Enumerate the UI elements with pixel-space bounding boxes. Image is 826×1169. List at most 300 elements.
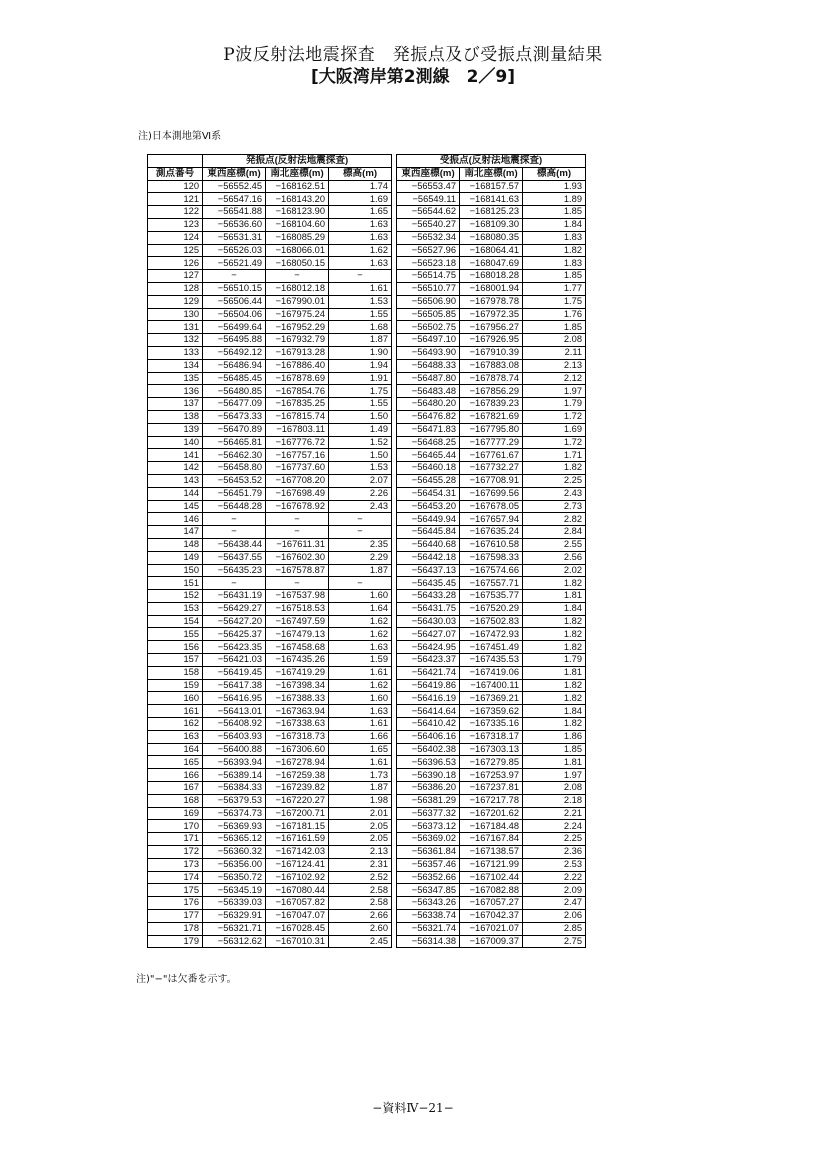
cell-source-ew: −56531.31 xyxy=(203,231,266,244)
table-row xyxy=(148,922,586,935)
cell-station-number: 125 xyxy=(148,244,203,257)
cell-source-ew: −56473.33 xyxy=(203,410,266,423)
cell-source-ew: −56495.88 xyxy=(203,334,266,347)
cell-source-ns: −167835.25 xyxy=(266,398,329,411)
cell-source-ns: −168104.60 xyxy=(266,218,329,231)
cell-source-ns: −167878.69 xyxy=(266,372,329,385)
cell-station-number: 133 xyxy=(148,346,203,359)
cell-source-elevation: 1.63 xyxy=(329,641,392,654)
cell-receiver-ew: −56410.42 xyxy=(397,718,460,731)
cell-receiver-ns: −167057.27 xyxy=(460,897,523,910)
cell-source-ns: −168012.18 xyxy=(266,282,329,295)
table-row xyxy=(148,474,586,487)
cell-source-ew: −56360.32 xyxy=(203,846,266,859)
cell-station-number: 151 xyxy=(148,577,203,590)
cell-source-ew: −56374.73 xyxy=(203,807,266,820)
cell-source-elevation: 1.63 xyxy=(329,231,392,244)
cell-station-number: 167 xyxy=(148,782,203,795)
cell-station-number: 123 xyxy=(148,218,203,231)
cell-receiver-ew: −56377.32 xyxy=(397,807,460,820)
cell-source-ns: −167161.59 xyxy=(266,833,329,846)
cell-receiver-elevation: 1.75 xyxy=(523,295,586,308)
table-row xyxy=(148,794,586,807)
cell-receiver-ew: −56476.82 xyxy=(397,410,460,423)
cell-receiver-elevation: 1.97 xyxy=(523,385,586,398)
cell-source-ew: −56541.88 xyxy=(203,206,266,219)
cell-source-ns: −167708.20 xyxy=(266,474,329,487)
cell-receiver-elevation: 1.85 xyxy=(523,743,586,756)
table-row xyxy=(148,692,586,705)
cell-receiver-ns: −167795.80 xyxy=(460,423,523,436)
cell-source-ew: −56429.27 xyxy=(203,602,266,615)
cell-source-ew: −56427.20 xyxy=(203,615,266,628)
cell-source-ew: −56485.45 xyxy=(203,372,266,385)
cell-source-ns: −167259.38 xyxy=(266,769,329,782)
cell-source-ew: −56419.45 xyxy=(203,666,266,679)
cell-source-elevation: 2.29 xyxy=(329,551,392,564)
cell-receiver-ns: −167451.49 xyxy=(460,641,523,654)
table-row xyxy=(148,295,586,308)
cell-receiver-ew: −56445.84 xyxy=(397,526,460,539)
cell-source-ew: −56345.19 xyxy=(203,884,266,897)
cell-receiver-elevation: 1.82 xyxy=(523,615,586,628)
cell-receiver-ew: −56468.25 xyxy=(397,436,460,449)
cell-source-ew: −56384.33 xyxy=(203,782,266,795)
cell-source-ew: −56379.53 xyxy=(203,794,266,807)
cell-source-ns: −167990.01 xyxy=(266,295,329,308)
cell-receiver-ew: −56431.75 xyxy=(397,602,460,615)
table-row xyxy=(148,308,586,321)
cell-source-ew: −56329.91 xyxy=(203,910,266,923)
cell-source-elevation: 2.26 xyxy=(329,487,392,500)
cell-source-elevation: 2.01 xyxy=(329,807,392,820)
table-row xyxy=(148,615,586,628)
cell-source-ew: −56453.52 xyxy=(203,474,266,487)
cell-station-number: 172 xyxy=(148,846,203,859)
cell-receiver-ns: −167082.88 xyxy=(460,884,523,897)
cell-receiver-ns: −167972.35 xyxy=(460,308,523,321)
table-row xyxy=(148,820,586,833)
survey-results-table xyxy=(147,154,586,948)
cell-receiver-ew: −56553.47 xyxy=(397,180,460,193)
cell-receiver-elevation: 1.72 xyxy=(523,410,586,423)
cell-source-elevation: 2.07 xyxy=(329,474,392,487)
cell-receiver-elevation: 1.71 xyxy=(523,449,586,462)
coordinate-system-note: 注)日本測地第Ⅵ系 xyxy=(138,131,222,142)
cell-receiver-ns: −167883.08 xyxy=(460,359,523,372)
cell-station-number: 127 xyxy=(148,270,203,283)
cell-source-ew: −56413.01 xyxy=(203,705,266,718)
cell-receiver-ew: −56449.94 xyxy=(397,513,460,526)
cell-source-ns: −167239.82 xyxy=(266,782,329,795)
cell-receiver-ns: −167042.37 xyxy=(460,910,523,923)
cell-station-number: 162 xyxy=(148,718,203,731)
cell-receiver-ew: −56544.62 xyxy=(397,206,460,219)
cell-receiver-elevation: 1.82 xyxy=(523,692,586,705)
cell-receiver-elevation: 1.84 xyxy=(523,705,586,718)
cell-receiver-elevation: 2.08 xyxy=(523,334,586,347)
cell-source-ew: −56486.94 xyxy=(203,359,266,372)
cell-station-number: 122 xyxy=(148,206,203,219)
cell-station-number: 178 xyxy=(148,922,203,935)
cell-receiver-elevation: 2.06 xyxy=(523,910,586,923)
group-header-row xyxy=(148,155,586,168)
cell-source-ew: −56416.95 xyxy=(203,692,266,705)
col-source-elevation: 標高(m) xyxy=(329,167,392,180)
cell-receiver-ns: −167926.95 xyxy=(460,334,523,347)
cell-station-number: 176 xyxy=(148,897,203,910)
cell-source-ew: −56506.44 xyxy=(203,295,266,308)
cell-station-number: 155 xyxy=(148,628,203,641)
cell-receiver-elevation: 1.83 xyxy=(523,257,586,270)
cell-station-number: 157 xyxy=(148,654,203,667)
cell-receiver-elevation: 2.55 xyxy=(523,538,586,551)
cell-source-ns: −167611.31 xyxy=(266,538,329,551)
cell-receiver-ns: −167237.81 xyxy=(460,782,523,795)
table-row xyxy=(148,705,586,718)
cell-receiver-ns: −167318.17 xyxy=(460,730,523,743)
cell-source-elevation: 1.87 xyxy=(329,782,392,795)
column-header-row xyxy=(148,167,586,180)
cell-receiver-elevation: 2.75 xyxy=(523,935,586,948)
table-row xyxy=(148,526,586,539)
cell-receiver-elevation: 2.09 xyxy=(523,884,586,897)
cell-source-ns: − xyxy=(266,577,329,590)
cell-source-ns: −167388.33 xyxy=(266,692,329,705)
cell-receiver-ew: −56506.90 xyxy=(397,295,460,308)
cell-source-ew: −56437.55 xyxy=(203,551,266,564)
cell-station-number: 174 xyxy=(148,871,203,884)
table-row xyxy=(148,564,586,577)
cell-receiver-ns: −167009.37 xyxy=(460,935,523,948)
cell-source-ew: −56438.44 xyxy=(203,538,266,551)
missing-number-footnote: 注)"−"は欠番を示す。 xyxy=(136,974,237,985)
cell-receiver-ns: −167201.62 xyxy=(460,807,523,820)
cell-source-ns: −167124.41 xyxy=(266,858,329,871)
cell-receiver-ew: −56430.03 xyxy=(397,615,460,628)
cell-receiver-ns: −167369.21 xyxy=(460,692,523,705)
header-blank xyxy=(148,155,203,168)
cell-receiver-ns: −167102.44 xyxy=(460,871,523,884)
cell-source-ns: −167181.15 xyxy=(266,820,329,833)
cell-receiver-elevation: 1.85 xyxy=(523,206,586,219)
cell-station-number: 143 xyxy=(148,474,203,487)
cell-source-ew: − xyxy=(203,577,266,590)
table-row xyxy=(148,628,586,641)
cell-receiver-ew: −56433.28 xyxy=(397,590,460,603)
cell-receiver-ew: −56488.33 xyxy=(397,359,460,372)
table-row xyxy=(148,257,586,270)
cell-receiver-ew: −56314.38 xyxy=(397,935,460,948)
cell-station-number: 175 xyxy=(148,884,203,897)
col-source-ew: 東西座標(m) xyxy=(203,167,266,180)
cell-receiver-ew: −56549.11 xyxy=(397,193,460,206)
cell-receiver-ew: −56424.95 xyxy=(397,641,460,654)
cell-receiver-ns: −167956.27 xyxy=(460,321,523,334)
cell-receiver-elevation: 2.25 xyxy=(523,833,586,846)
cell-station-number: 128 xyxy=(148,282,203,295)
cell-station-number: 168 xyxy=(148,794,203,807)
table-row xyxy=(148,897,586,910)
cell-receiver-ns: −168109.30 xyxy=(460,218,523,231)
cell-receiver-elevation: 1.82 xyxy=(523,628,586,641)
cell-station-number: 154 xyxy=(148,615,203,628)
cell-receiver-ns: −167732.27 xyxy=(460,462,523,475)
cell-source-ns: −167028.45 xyxy=(266,922,329,935)
cell-receiver-ns: −167138.57 xyxy=(460,846,523,859)
cell-receiver-elevation: 1.85 xyxy=(523,270,586,283)
cell-source-ew: −56477.09 xyxy=(203,398,266,411)
cell-source-ns: −167278.94 xyxy=(266,756,329,769)
table-row xyxy=(148,935,586,948)
cell-source-elevation: 1.65 xyxy=(329,206,392,219)
cell-source-elevation: 1.66 xyxy=(329,730,392,743)
cell-receiver-ew: −56406.16 xyxy=(397,730,460,743)
cell-station-number: 121 xyxy=(148,193,203,206)
cell-receiver-ew: −56487.80 xyxy=(397,372,460,385)
cell-source-ew: −56510.15 xyxy=(203,282,266,295)
cell-source-ns: −167306.60 xyxy=(266,743,329,756)
cell-receiver-ns: −167520.29 xyxy=(460,602,523,615)
cell-receiver-ns: −167708.91 xyxy=(460,474,523,487)
cell-receiver-ew: −56381.29 xyxy=(397,794,460,807)
cell-source-elevation: 1.55 xyxy=(329,398,392,411)
table-row xyxy=(148,449,586,462)
cell-source-elevation: 1.61 xyxy=(329,718,392,731)
cell-station-number: 169 xyxy=(148,807,203,820)
cell-receiver-elevation: 1.82 xyxy=(523,244,586,257)
cell-source-ew: −56462.30 xyxy=(203,449,266,462)
cell-source-elevation: 1.68 xyxy=(329,321,392,334)
col-receiver-elevation: 標高(m) xyxy=(523,167,586,180)
cell-source-ns: −168085.29 xyxy=(266,231,329,244)
cell-station-number: 136 xyxy=(148,385,203,398)
receiver-group-header: 受振点(反射法地震探査) xyxy=(397,155,586,168)
cell-source-ew: −56458.80 xyxy=(203,462,266,475)
cell-receiver-ew: −56373.12 xyxy=(397,820,460,833)
cell-station-number: 120 xyxy=(148,180,203,193)
cell-source-elevation: − xyxy=(329,513,392,526)
source-group-header: 発振点(反射法地震探査) xyxy=(203,155,392,168)
cell-receiver-ns: −167435.53 xyxy=(460,654,523,667)
table-row xyxy=(148,769,586,782)
cell-receiver-elevation: 1.93 xyxy=(523,180,586,193)
cell-receiver-ns: −167678.05 xyxy=(460,500,523,513)
col-source-ns: 南北座標(m) xyxy=(266,167,329,180)
cell-receiver-elevation: 1.85 xyxy=(523,321,586,334)
document-subtitle: [大阪湾岸第2測線 2／9] xyxy=(310,67,516,87)
cell-station-number: 139 xyxy=(148,423,203,436)
cell-station-number: 145 xyxy=(148,500,203,513)
cell-station-number: 161 xyxy=(148,705,203,718)
cell-station-number: 140 xyxy=(148,436,203,449)
cell-source-ew: − xyxy=(203,513,266,526)
cell-source-elevation: 1.61 xyxy=(329,756,392,769)
cell-station-number: 179 xyxy=(148,935,203,948)
cell-receiver-ew: −56414.64 xyxy=(397,705,460,718)
cell-source-ew: −56448.28 xyxy=(203,500,266,513)
cell-source-ew: −56431.19 xyxy=(203,590,266,603)
cell-receiver-ns: −167821.69 xyxy=(460,410,523,423)
table-row xyxy=(148,372,586,385)
cell-receiver-elevation: 1.81 xyxy=(523,590,586,603)
table-row xyxy=(148,641,586,654)
cell-receiver-elevation: 1.79 xyxy=(523,398,586,411)
table-row xyxy=(148,513,586,526)
cell-receiver-ew: −56338.74 xyxy=(397,910,460,923)
cell-receiver-ew: −56427.07 xyxy=(397,628,460,641)
cell-receiver-elevation: 1.81 xyxy=(523,666,586,679)
cell-source-elevation: 1.64 xyxy=(329,602,392,615)
cell-source-ew: −56504.06 xyxy=(203,308,266,321)
table-row xyxy=(148,538,586,551)
cell-station-number: 170 xyxy=(148,820,203,833)
cell-station-number: 164 xyxy=(148,743,203,756)
table-row xyxy=(148,462,586,475)
col-station-number: 測点番号 xyxy=(148,167,203,180)
table-row xyxy=(148,410,586,423)
cell-receiver-elevation: 2.84 xyxy=(523,526,586,539)
cell-station-number: 138 xyxy=(148,410,203,423)
cell-receiver-elevation: 2.02 xyxy=(523,564,586,577)
cell-receiver-ew: −56514.75 xyxy=(397,270,460,283)
cell-source-ns: −167080.44 xyxy=(266,884,329,897)
cell-source-elevation: 1.55 xyxy=(329,308,392,321)
table-row xyxy=(148,884,586,897)
cell-source-ns: −167419.29 xyxy=(266,666,329,679)
cell-receiver-elevation: 2.13 xyxy=(523,359,586,372)
cell-source-ew: −56547.16 xyxy=(203,193,266,206)
cell-source-ns: −168066.01 xyxy=(266,244,329,257)
cell-source-ns: −167102.92 xyxy=(266,871,329,884)
cell-source-elevation: 1.53 xyxy=(329,462,392,475)
cell-source-elevation: 2.58 xyxy=(329,897,392,910)
cell-receiver-ns: −167978.78 xyxy=(460,295,523,308)
cell-receiver-ew: −56454.31 xyxy=(397,487,460,500)
cell-station-number: 166 xyxy=(148,769,203,782)
cell-source-ew: −56312.62 xyxy=(203,935,266,948)
table-row xyxy=(148,846,586,859)
cell-receiver-ew: −56390.18 xyxy=(397,769,460,782)
cell-source-ns: −167913.28 xyxy=(266,346,329,359)
cell-source-ns: − xyxy=(266,513,329,526)
cell-station-number: 142 xyxy=(148,462,203,475)
table-row xyxy=(148,858,586,871)
cell-source-elevation: 1.87 xyxy=(329,334,392,347)
cell-receiver-ns: −167400.11 xyxy=(460,679,523,692)
cell-receiver-ew: −56540.27 xyxy=(397,218,460,231)
cell-source-ew: −56417.38 xyxy=(203,679,266,692)
cell-source-elevation: 2.05 xyxy=(329,833,392,846)
cell-source-elevation: 1.60 xyxy=(329,590,392,603)
cell-station-number: 160 xyxy=(148,692,203,705)
cell-source-elevation: 2.31 xyxy=(329,858,392,871)
cell-source-elevation: − xyxy=(329,270,392,283)
table-row xyxy=(148,500,586,513)
cell-source-ns: −167338.63 xyxy=(266,718,329,731)
cell-station-number: 144 xyxy=(148,487,203,500)
table-row xyxy=(148,590,586,603)
table-row xyxy=(148,577,586,590)
table-row xyxy=(148,487,586,500)
cell-receiver-elevation: 2.82 xyxy=(523,513,586,526)
cell-source-ew: −56403.93 xyxy=(203,730,266,743)
table-row xyxy=(148,270,586,283)
cell-source-ew: −56369.93 xyxy=(203,820,266,833)
cell-receiver-elevation: 2.43 xyxy=(523,487,586,500)
cell-source-elevation: 2.58 xyxy=(329,884,392,897)
cell-station-number: 165 xyxy=(148,756,203,769)
table-row xyxy=(148,244,586,257)
cell-receiver-ew: −56357.46 xyxy=(397,858,460,871)
cell-receiver-elevation: 1.89 xyxy=(523,193,586,206)
table-row xyxy=(148,346,586,359)
table-row xyxy=(148,385,586,398)
cell-receiver-elevation: 1.82 xyxy=(523,718,586,731)
cell-station-number: 137 xyxy=(148,398,203,411)
cell-station-number: 159 xyxy=(148,679,203,692)
cell-receiver-ew: −56396.53 xyxy=(397,756,460,769)
cell-station-number: 150 xyxy=(148,564,203,577)
cell-source-ns: −167537.98 xyxy=(266,590,329,603)
cell-source-ns: −167479.13 xyxy=(266,628,329,641)
cell-station-number: 135 xyxy=(148,372,203,385)
cell-source-ew: −56480.85 xyxy=(203,385,266,398)
table-row xyxy=(148,871,586,884)
table-row xyxy=(148,334,586,347)
table-row xyxy=(148,807,586,820)
cell-receiver-ns: −167699.56 xyxy=(460,487,523,500)
cell-source-elevation: 1.59 xyxy=(329,654,392,667)
cell-source-ew: −56356.00 xyxy=(203,858,266,871)
table-row xyxy=(148,436,586,449)
cell-receiver-ew: −56423.37 xyxy=(397,654,460,667)
cell-source-elevation: 2.43 xyxy=(329,500,392,513)
cell-station-number: 152 xyxy=(148,590,203,603)
cell-receiver-ns: −167574.66 xyxy=(460,564,523,577)
cell-source-ns: −167458.68 xyxy=(266,641,329,654)
cell-receiver-elevation: 1.72 xyxy=(523,436,586,449)
cell-receiver-ew: −56523.18 xyxy=(397,257,460,270)
cell-receiver-ew: −56352.66 xyxy=(397,871,460,884)
cell-source-ns: −167398.34 xyxy=(266,679,329,692)
cell-receiver-elevation: 1.84 xyxy=(523,218,586,231)
cell-source-elevation: 1.91 xyxy=(329,372,392,385)
cell-receiver-ns: −167359.62 xyxy=(460,705,523,718)
cell-source-elevation: 1.49 xyxy=(329,423,392,436)
cell-source-ns: −167602.30 xyxy=(266,551,329,564)
cell-receiver-ew: −56493.90 xyxy=(397,346,460,359)
cell-receiver-ns: −168018.28 xyxy=(460,270,523,283)
cell-receiver-elevation: 2.12 xyxy=(523,372,586,385)
cell-source-elevation: 1.62 xyxy=(329,615,392,628)
cell-receiver-ew: −56361.84 xyxy=(397,846,460,859)
cell-receiver-ew: −56347.85 xyxy=(397,884,460,897)
cell-source-ew: −56526.03 xyxy=(203,244,266,257)
cell-source-ns: −167698.49 xyxy=(266,487,329,500)
cell-source-ew: −56400.88 xyxy=(203,743,266,756)
cell-source-ew: −56492.12 xyxy=(203,346,266,359)
cell-source-ns: −167010.31 xyxy=(266,935,329,948)
table-row xyxy=(148,321,586,334)
cell-source-elevation: 1.62 xyxy=(329,244,392,257)
cell-source-ns: −167518.53 xyxy=(266,602,329,615)
cell-source-ns: −168162.51 xyxy=(266,180,329,193)
table-row xyxy=(148,602,586,615)
cell-source-ew: −56339.03 xyxy=(203,897,266,910)
cell-receiver-ns: −168064.41 xyxy=(460,244,523,257)
cell-receiver-elevation: 2.53 xyxy=(523,858,586,871)
